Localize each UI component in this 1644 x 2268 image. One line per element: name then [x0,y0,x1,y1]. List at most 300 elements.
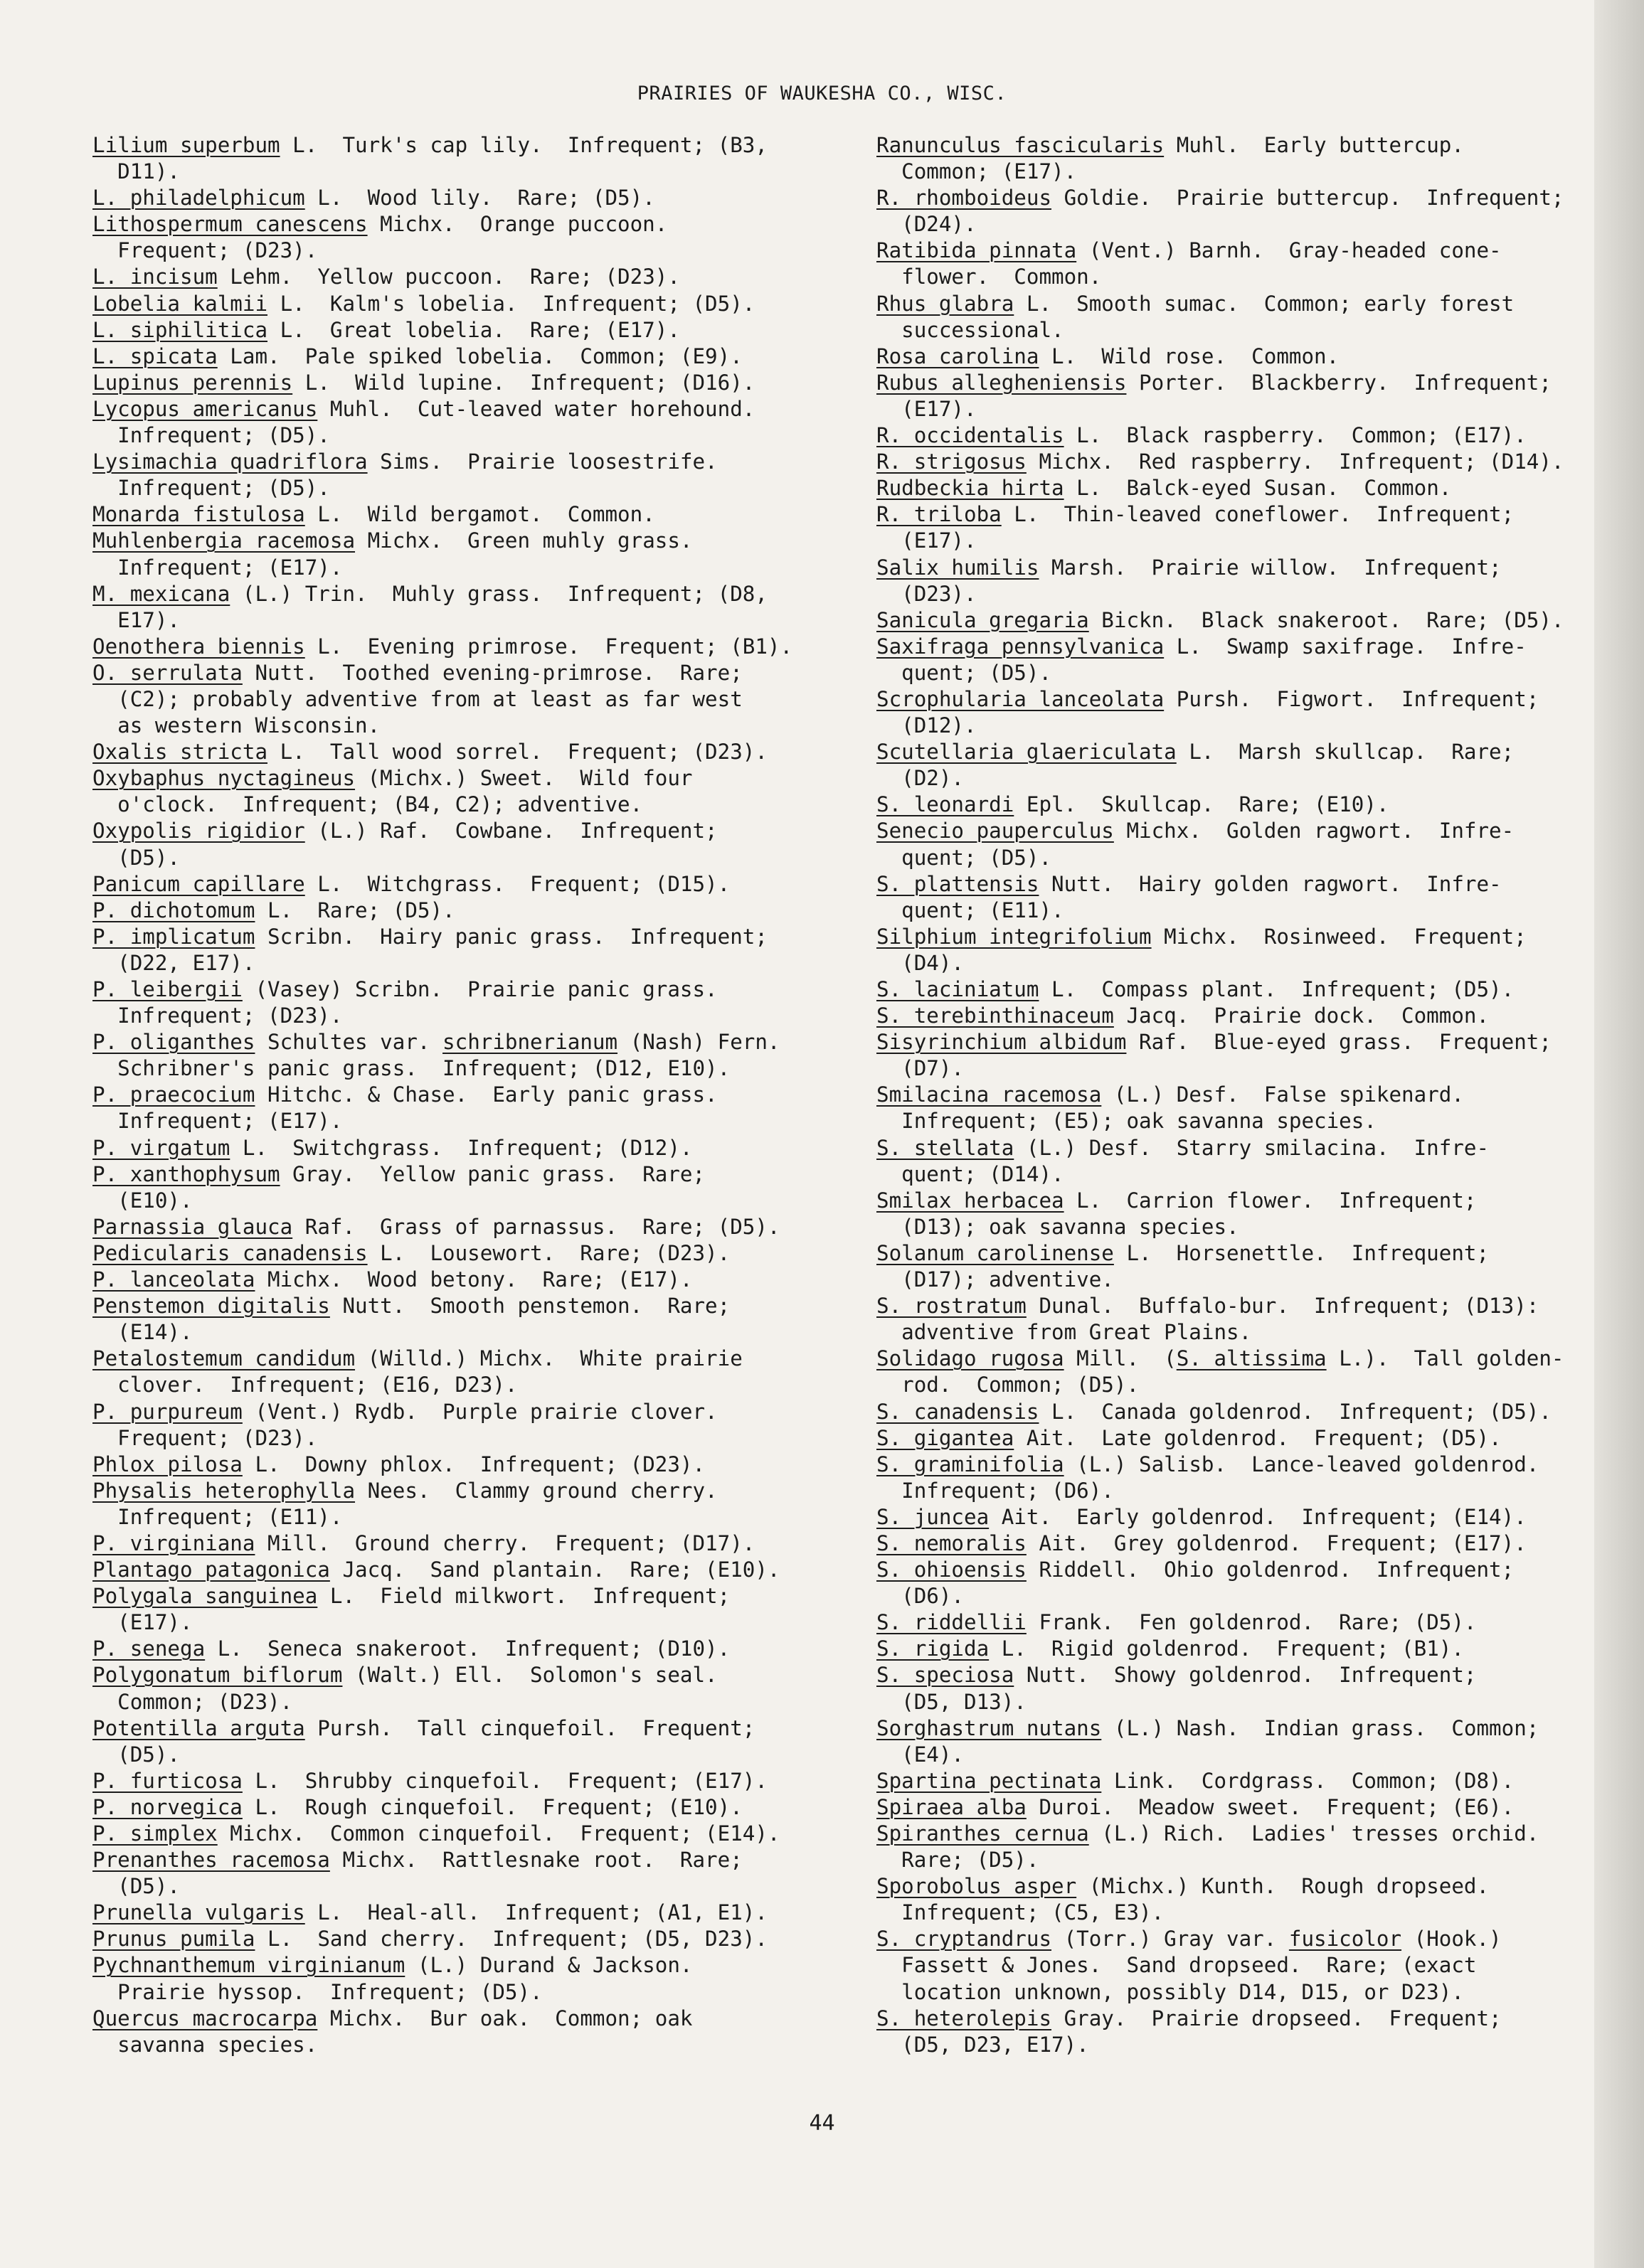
species-name: Sporobolus asper [876,1874,1077,1899]
entry-text: (L.) Desf. False spikenard. [1101,1082,1464,1107]
entry-text: Michx. Red raspberry. Infrequent; (D14). [1026,449,1564,474]
species-name: Lysimachia quadriflora [92,449,368,474]
entry-text: quent; (D14). [876,1161,1064,1186]
species-name: S. leonardi [876,792,1014,817]
entry-text: L. Black raspberry. Common; (E17). [1064,423,1527,448]
species-name: Rubus allegheniensis [876,370,1127,395]
entry-line [876,1346,1602,1372]
entry-text: (C2); probably adventive from at least as far west [92,686,743,711]
entry-text: Nutt. Toothed evening-primrose. Rare; [242,660,743,685]
entry-line [92,1188,861,1214]
entry-text: Infrequent; (D23). [92,1003,343,1028]
species-name: Ratibida pinnata [876,238,1077,263]
entry-line [92,581,861,607]
species-name: Lupinus perennis [92,370,293,395]
entry-line [92,1478,861,1504]
entry-line [876,1399,1602,1425]
species-name: S. canadensis [876,1399,1039,1424]
entry-line [92,238,861,264]
entry-text: L. Seneca snakeroot. Infrequent; (D10). [205,1636,731,1661]
species-name: R. strigosus [876,449,1027,474]
entry-line [876,1873,1602,1900]
entry-line [92,607,861,634]
entry-line [876,396,1602,422]
species-name: Sisyrinchium albidum [876,1030,1127,1055]
entry-line [876,818,1602,844]
entry-line [876,370,1602,396]
entry-line [92,818,861,844]
entry-text: Nutt. Smooth penstemon. Rare; [329,1294,731,1319]
entry-text: clover. Infrequent; (E16, D23). [92,1373,518,1397]
species-name: R. occidentalis [876,423,1064,448]
entry-text: L. Lousewort. Rare; (D23). [367,1240,731,1265]
entry-text: L. Evening primrose. Frequent; (B1). [304,634,793,659]
species-name: S. laciniatum [876,977,1039,1001]
entry-text: Goldie. Prairie buttercup. Infrequent; [1051,186,1564,211]
entry-line [92,2032,861,2058]
entry-text: as western Wisconsin. [92,713,381,738]
species-name: Spiranthes cernua [876,1821,1089,1846]
entry-text: (D6). [876,1584,965,1609]
species-name: S. rigida [876,1636,990,1661]
species-name: Parnassia glauca [92,1214,293,1239]
entry-line [92,1135,861,1161]
entry-line [876,1715,1602,1742]
species-name: R. rhomboideus [876,186,1052,211]
entry-text: L. Great lobelia. Rare; (E17). [267,317,680,342]
entry-text: Link. Cordgrass. Common; (D8). [1101,1768,1515,1793]
entry-line [92,1214,861,1240]
entry-line [92,1504,861,1530]
entry-line [876,1689,1602,1715]
species-name: S. plattensis [876,871,1039,896]
entry-text: Mill. ( [1064,1346,1177,1371]
entry-line [876,1003,1602,1029]
entry-line [92,1346,861,1372]
species-name: Prenanthes racemosa [92,1848,330,1873]
entry-text: L. Wild lupine. Infrequent; (D16). [292,370,755,395]
entry-text: (Vent.) Rydb. Purple prairie clover. [242,1399,718,1424]
species-name: Saxifraga pennsylvanica [876,634,1165,659]
entry-text: (E17). [876,528,977,553]
entry-line [92,1425,861,1452]
entry-line [876,634,1602,660]
entry-line [876,950,1602,976]
entry-text: Duroi. Meadow sweet. Frequent; (E6). [1026,1794,1515,1819]
entry-text: Frequent; (D23). [92,1425,318,1450]
entry-line [92,291,861,317]
entry-line [876,898,1602,924]
entry-line [876,1636,1602,1662]
entry-line [876,1557,1602,1583]
entry-line [876,581,1602,607]
entry-line [92,159,861,185]
entry-line [876,501,1602,528]
entry-line [92,1082,861,1108]
entry-text: L. Field milkwort. Infrequent; [317,1584,731,1609]
entry-text: o'clock. Infrequent; (B4, C2); adventive. [92,792,643,817]
entry-text: Epl. Skullcap. Rare; (E10). [1014,792,1389,817]
species-name: L. philadelphicum [92,186,305,211]
entry-line [92,317,861,344]
entry-text: successional. [876,317,1064,342]
species-name: Phlox pilosa [92,1452,243,1476]
entry-text: (D5). [92,1874,181,1899]
species-name: Sanicula gregaria [876,607,1089,632]
entry-text: (D24). [876,212,977,237]
entry-text: Pursh. Tall cinquefoil. Frequent; [304,1715,755,1740]
entry-line [876,1452,1602,1478]
species-name: Rudbeckia hirta [876,476,1064,501]
entry-line [876,1609,1602,1636]
species-name: S. altissima [1176,1346,1327,1371]
entry-line [876,1742,1602,1768]
entry-text: L. Turk's cap lily. Infrequent; (B3, [280,133,768,157]
entry-line [876,1478,1602,1504]
entry-text: Michx. Rattlesnake root. Rare; [329,1848,743,1873]
entry-line [876,1161,1602,1188]
entry-text: (D5). [92,1742,181,1767]
entry-line [876,1108,1602,1134]
entry-line [92,370,861,396]
entry-text: (L.) Raf. Cowbane. Infrequent; [304,819,718,843]
entry-text: (D13); oak savanna species. [876,1214,1239,1239]
entry-line [876,1240,1602,1267]
entry-line [876,1979,1602,2006]
page-header: PRAIRIES OF WAUKESHA CO., WISC. [637,82,1007,105]
species-name: S. graminifolia [876,1452,1064,1476]
entry-text: L. Rigid goldenrod. Frequent; (B1). [989,1636,1464,1661]
entry-line [876,1293,1602,1319]
entry-line [92,976,861,1003]
entry-line [92,1003,861,1029]
species-name: S. ohioensis [876,1558,1027,1582]
entry-line [92,422,861,449]
entry-line [92,1055,861,1082]
entry-text: Jacq. Prairie dock. Common. [1113,1003,1490,1028]
entry-text: quent; (D5). [876,660,1052,685]
entry-text: Nutt. Hairy golden ragwort. Infre- [1039,871,1502,896]
entry-text: Nees. Clammy ground cherry. [355,1478,718,1503]
species-name: R. triloba [876,502,1002,527]
entry-line [92,739,861,765]
entry-text: Infrequent; (D5). [92,476,330,501]
entry-text: (Walt.) Ell. Solomon's seal. [342,1663,718,1688]
entry-text: (Nash) Fern. [617,1030,780,1055]
entry-text: L. Rough cinquefoil. Frequent; (E10). [242,1794,743,1819]
entry-line [876,1768,1602,1794]
entry-text: rod. Common; (D5). [876,1373,1140,1397]
entry-text: Prairie hyssop. Infrequent; (D5). [92,1979,543,2004]
entry-text: Muhl. Early buttercup. [1164,133,1464,157]
entry-text: L. Thin-leaved coneflower. Infrequent; [1001,502,1515,527]
entry-line [92,1609,861,1636]
species-name: Rhus glabra [876,291,1014,316]
species-name: P. xanthophysum [92,1161,280,1186]
entry-text: L. Switchgrass. Infrequent; (D12). [230,1135,693,1160]
entry-text: Infrequent; (D5). [92,423,330,448]
entry-text: Infrequent; (E17). [92,555,343,580]
entry-line [876,2032,1602,2058]
entry-line [92,1821,861,1847]
entry-text: flower. Common. [876,265,1102,289]
entry-line [876,1267,1602,1293]
entry-line [92,845,861,871]
entry-line [92,1926,861,1952]
entry-text: D11). [92,159,181,184]
species-name: L. spicata [92,344,218,368]
entry-line [876,792,1602,818]
entry-text: Michx. Orange puccoon. [367,212,668,237]
entry-line [876,1926,1602,1952]
entry-line [92,1689,861,1715]
species-name: S. gigantea [876,1425,1014,1450]
entry-line [92,1662,861,1688]
entry-line [876,1319,1602,1346]
species-name: S. heterolepis [876,2006,1052,2030]
entry-text: (D2). [876,766,965,791]
entry-text: E17). [92,607,181,632]
entry-text: (Torr.) Gray var. [1051,1927,1289,1952]
entry-line [876,1900,1602,1926]
species-name: O. serrulata [92,660,243,685]
page-number: 44 [809,2111,835,2136]
entry-text: (E17). [876,396,977,421]
entry-text: Pursh. Figwort. Infrequent; [1164,686,1539,711]
entry-line [876,1082,1602,1108]
species-name: Smilax herbacea [876,1188,1064,1213]
entry-text: Michx. Wood betony. Rare; (E17). [255,1267,693,1292]
species-name: P. oliganthes [92,1030,255,1055]
entry-text: L. Wild bergamot. Common. [304,502,655,527]
species-name: P. implicatum [92,924,255,949]
entry-text: L. Horsenettle. Infrequent; [1113,1240,1490,1265]
entry-line [876,1372,1602,1398]
entry-text: L. Carrion flower. Infrequent; [1064,1188,1477,1213]
entry-text: Frank. Fen goldenrod. Rare; (D5). [1026,1610,1477,1635]
entry-text: (L.) Durand & Jackson. [405,1953,693,1978]
entry-line [92,344,861,370]
entry-text: Sims. Prairie loosestrife. [367,449,718,474]
entry-text: (D7). [876,1056,965,1081]
entry-text: L. Wild rose. Common. [1039,344,1340,368]
species-name: Lycopus americanus [92,396,318,421]
entry-text: (D23). [876,581,977,606]
species-name: Polygala sanguinea [92,1584,318,1609]
species-name: Salix humilis [876,555,1039,580]
species-name: Quercus macrocarpa [92,2006,318,2030]
species-name: S. stellata [876,1135,1014,1160]
entry-text: location unknown, possibly D14, D15, or D23). [876,1979,1464,2004]
entry-line [876,317,1602,344]
entry-line [876,211,1602,238]
entry-text: L.). Tall golden- [1326,1346,1564,1371]
entry-text: L. Swamp saxifrage. Infre- [1164,634,1527,659]
species-name: Physalis heterophylla [92,1478,356,1503]
entry-line [92,1979,861,2006]
entry-text: (D5, D23, E17). [876,2032,1089,2057]
species-name: fusicolor [1288,1927,1402,1952]
entry-text: Infrequent; (E17). [92,1109,343,1134]
species-name: Senecio pauperculus [876,819,1114,843]
entry-line [92,1029,861,1055]
entry-text: adventive from Great Plains. [876,1320,1252,1345]
species-name: Solanum carolinense [876,1240,1114,1265]
entry-text: Michx. Green muhly grass. [355,528,693,553]
entry-text: (L.) Rich. Ladies' tresses orchid. [1088,1821,1539,1846]
species-name: Lithospermum canescens [92,212,368,237]
species-name: Potentilla arguta [92,1715,305,1740]
entry-text: Michx. Bur oak. Common; oak [317,2006,693,2030]
entry-text: Infrequent; (C5, E3). [876,1900,1165,1925]
entry-line [876,1821,1602,1847]
entry-line [876,422,1602,449]
species-name: P. dichotomum [92,898,255,922]
entry-text: L. Marsh skullcap. Rare; [1176,740,1515,765]
entry-text: Jacq. Sand plantain. Rare; (E10). [329,1558,780,1582]
entry-line [92,211,861,238]
entry-text: Infrequent; (D6). [876,1478,1114,1503]
entry-line [876,845,1602,871]
entry-line [92,1742,861,1768]
entry-line [876,607,1602,634]
entry-text: Porter. Blackberry. Infrequent; [1126,370,1552,395]
species-name: S. riddellii [876,1610,1027,1635]
entry-line [876,159,1602,185]
entry-line [876,291,1602,317]
species-name: Prunus pumila [92,1927,255,1952]
entry-text: Rare; (D5). [876,1848,1039,1873]
entry-text: Common; (D23). [92,1689,293,1714]
entry-text: Raf. Grass of parnassus. Rare; (D5). [292,1214,780,1239]
entry-text: Ait. Early goldenrod. Infrequent; (E14). [989,1504,1527,1529]
entry-text: L. Sand cherry. Infrequent; (D5, D23). [255,1927,768,1952]
entry-line [876,660,1602,686]
entry-line [876,1530,1602,1557]
entry-line [876,1214,1602,1240]
entry-line [92,1319,861,1346]
entry-line [876,976,1602,1003]
species-name: Oxybaphus nyctagineus [92,766,356,791]
species-name: Pedicularis canadensis [92,1240,368,1265]
species-name: Oenothera biennis [92,634,305,659]
entry-text: (Vent.) Barnh. Gray-headed cone- [1076,238,1502,263]
species-name: P. simplex [92,1821,218,1846]
entry-text: (Michx.) Sweet. Wild four [355,766,693,791]
entry-line [876,475,1602,501]
entry-line [92,713,861,739]
left-column [92,132,861,2058]
entry-line [876,1794,1602,1821]
species-name: Muhlenbergia racemosa [92,528,356,553]
entry-text: (E14). [92,1320,193,1345]
entry-line [92,132,861,159]
entry-line [92,871,861,898]
entry-line [876,132,1602,159]
species-name: Petalostemum candidum [92,1346,356,1371]
entry-line [92,501,861,528]
entry-text: Dunal. Buffalo-bur. Infrequent; (D13): [1026,1294,1539,1319]
entry-line [876,765,1602,792]
entry-text: L. Shrubby cinquefoil. Frequent; (E17). [242,1768,768,1793]
entry-text: (D22, E17). [92,950,255,975]
entry-text: (D17); adventive. [876,1267,1114,1292]
entry-line [92,1794,861,1821]
entry-text: Muhl. Cut-leaved water horehound. [317,396,755,421]
entry-text: Riddell. Ohio goldenrod. Infrequent; [1026,1558,1515,1582]
entry-text: Ait. Late goldenrod. Frequent; (D5). [1014,1425,1502,1450]
species-name: S. nemoralis [876,1530,1027,1555]
entry-text: Lam. Pale spiked lobelia. Common; (E9). [217,344,743,368]
species-name: Polygonatum biflorum [92,1663,343,1688]
entry-line [876,871,1602,898]
species-name: P. furticosa [92,1768,243,1793]
entry-line [92,1873,861,1900]
species-name: Lilium superbum [92,133,280,157]
entry-text: Mill. Ground cherry. Frequent; (D17). [255,1530,755,1555]
entry-line [876,1504,1602,1530]
entry-line [876,555,1602,581]
entry-line [876,1135,1602,1161]
entry-line [876,713,1602,739]
entry-text: Schultes var. [255,1030,443,1055]
entry-line [876,238,1602,264]
entry-line [876,1029,1602,1055]
entry-text: L. Balck-eyed Susan. Common. [1064,476,1452,501]
entry-text: (Vasey) Scribn. Prairie panic grass. [242,977,718,1001]
species-name: S. rostratum [876,1294,1027,1319]
entry-text: L. Compass plant. Infrequent; (D5). [1039,977,1515,1001]
entry-text: (E10). [92,1188,193,1213]
entry-text: Marsh. Prairie willow. Infrequent; [1039,555,1502,580]
entry-line [92,528,861,554]
entry-text: Michx. Rosinweed. Frequent; [1151,924,1527,949]
entry-text: L. Witchgrass. Frequent; (D15). [304,871,731,896]
entry-line [876,185,1602,211]
species-name: schribnerianum [442,1030,618,1055]
entry-line [92,1293,861,1319]
species-name: M. mexicana [92,581,230,606]
entry-line [92,1530,861,1557]
entry-text: quent; (E11). [876,898,1064,922]
species-name: Scutellaria glaericulata [876,740,1177,765]
entry-line [92,1240,861,1267]
species-name: Scrophularia lanceolata [876,686,1165,711]
species-name: Monarda fistulosa [92,502,305,527]
entry-text: Schribner's panic grass. Infrequent; (D12, E10). [92,1056,731,1081]
entry-line [92,1399,861,1425]
entry-line [876,449,1602,475]
species-name: L. incisum [92,265,218,289]
entry-text: Gray. Yellow panic grass. Rare; [280,1161,706,1186]
species-name: Smilacina racemosa [876,1082,1102,1107]
entry-line [92,1108,861,1134]
entry-line [876,1662,1602,1688]
entry-text: Raf. Blue-eyed grass. Frequent; [1126,1030,1552,1055]
entry-text: savanna species. [92,2032,318,2057]
entry-line [92,1636,861,1662]
entry-line [92,1583,861,1609]
entry-text: Michx. Common cinquefoil. Frequent; (E14). [217,1821,780,1846]
entry-text: Common; (E17). [876,159,1077,184]
entry-text: (Hook.) [1401,1927,1502,1952]
right-column [876,132,1602,2058]
entry-text: L. Smooth sumac. Common; early forest [1014,291,1515,316]
entry-text: Infrequent; (E5); oak savanna species. [876,1109,1377,1134]
species-name: P. senega [92,1636,206,1661]
species-name: Prunella vulgaris [92,1900,305,1925]
species-name: P. virginiana [92,1530,255,1555]
